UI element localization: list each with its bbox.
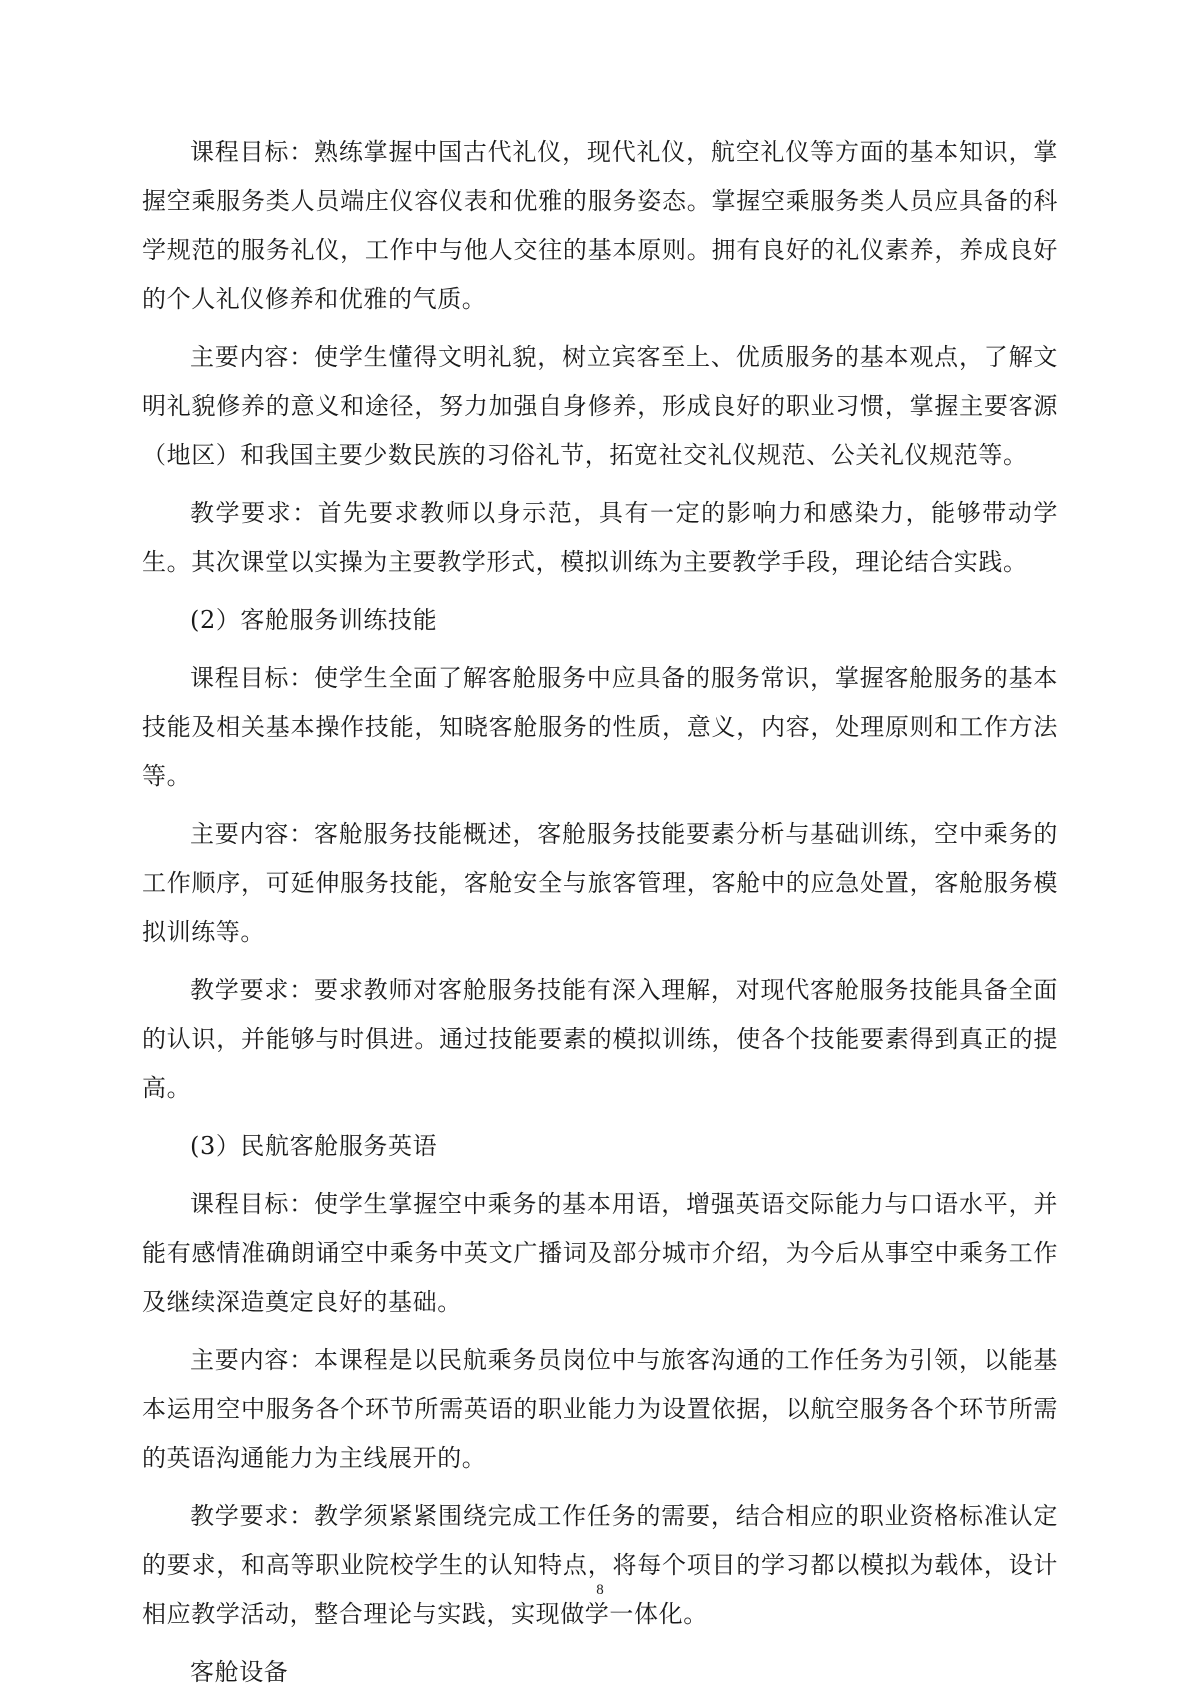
paragraph-cabin-service-requirements: 教学要求：要求教师对客舱服务技能有深入理解，对现代客舱服务技能具备全面的认识，并能够与时俱进。通过技能要素的模拟训练，使各个技能要素得到真正的提高。 xyxy=(142,976,1058,1102)
section-heading-cabin-equipment: 客舱设备 xyxy=(190,1658,289,1686)
section-heading-cabin-service-skills: (2）客舱服务训练技能 xyxy=(190,606,438,634)
paragraph-cabin-service-content: 主要内容：客舱服务技能概述，客舱服务技能要素分析与基础训练，空中乘务的工作顺序，可延伸服务技能，客舱安全与旅客管理，客舱中的应急处置，客舱服务模拟训练等。 xyxy=(142,820,1058,946)
paragraph-cabin-english-content: 主要内容：本课程是以民航乘务员岗位中与旅客沟通的工作任务为引领，以能基本运用空中服务各个环节所需英语的职业能力为设置依据，以航空服务各个环节所需的英语沟通能力为主线展开的。 xyxy=(142,1346,1058,1472)
page-number: 8 xyxy=(596,1582,604,1598)
section-heading-cabin-english: (3）民航客舱服务英语 xyxy=(190,1132,438,1160)
page-body xyxy=(142,128,1058,1706)
paragraph-cabin-english-requirements: 教学要求：教学须紧紧围绕完成工作任务的需要，结合相应的职业资格标准认定的要求，和高等职业院校学生的认知特点，将每个项目的学习都以模拟为载体，设计相应教学活动，整合理论与实践，实现做学一体化。 xyxy=(142,1502,1058,1628)
paragraph-cabin-english-objective: 课程目标：使学生掌握空中乘务的基本用语，增强英语交际能力与口语水平，并能有感情准确朗诵空中乘务中英文广播词及部分城市介绍，为今后从事空中乘务工作及继续深造奠定良好的基础。 xyxy=(142,1190,1058,1316)
paragraph-etiquette-objective: 课程目标：熟练掌握中国古代礼仪，现代礼仪，航空礼仪等方面的基本知识，掌握空乘服务类人员端庄仪容仪表和优雅的服务姿态。掌握空乘服务类人员应具备的科学规范的服务礼仪，工作中与他人交往的基本原则。拥有良好的礼仪素养，养成良好的个人礼仪修养和优雅的气质。 xyxy=(142,138,1058,313)
paragraph-etiquette-requirements: 教学要求：首先要求教师以身示范，具有一定的影响力和感染力，能够带动学生。其次课堂以实操为主要教学形式，模拟训练为主要教学手段，理论结合实践。 xyxy=(142,499,1058,576)
paragraph-cabin-service-objective: 课程目标：使学生全面了解客舱服务中应具备的服务常识，掌握客舱服务的基本技能及相关基本操作技能，知晓客舱服务的性质，意义，内容，处理原则和工作方法等。 xyxy=(142,664,1058,790)
paragraph-etiquette-content: 主要内容：使学生懂得文明礼貌，树立宾客至上、优质服务的基本观点，了解文明礼貌修养的意义和途径，努力加强自身修养，形成良好的职业习惯，掌握主要客源（地区）和我国主要少数民族的习俗礼节，拓宽社交礼仪规范、公关礼仪规范等。 xyxy=(142,343,1058,469)
